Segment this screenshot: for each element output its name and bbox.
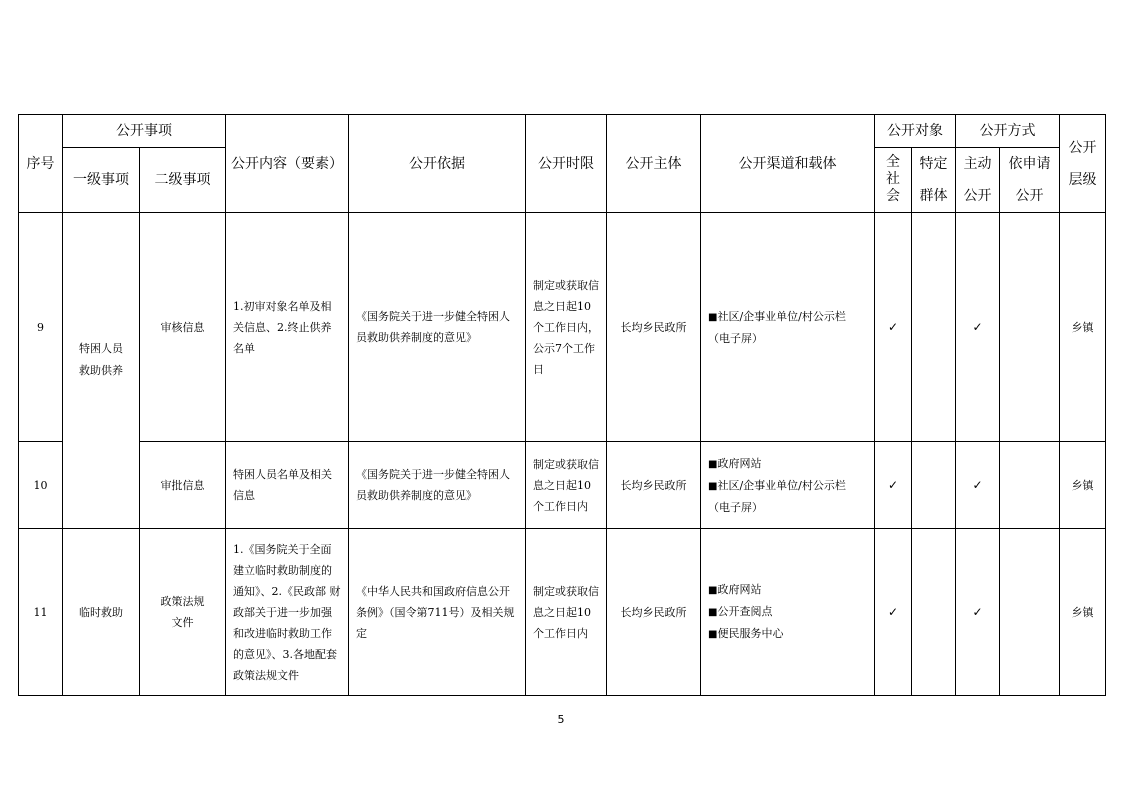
row-seq: 9 bbox=[19, 213, 63, 442]
channel-item bbox=[708, 623, 867, 645]
row-subject: 长均乡民政所 bbox=[607, 213, 701, 442]
bullet-square-icon: ■ bbox=[708, 629, 718, 640]
row-on-request bbox=[1000, 213, 1060, 442]
page-number: 5 bbox=[557, 713, 565, 726]
group-level1-2: 临时救助 bbox=[63, 529, 140, 696]
row-active: ✓ bbox=[956, 529, 1000, 696]
group-level1 bbox=[63, 213, 140, 529]
row-time-limit: 制定或获取信息之日起10个工作日内，公示7个工作日 bbox=[526, 213, 607, 442]
row-level: 乡镇 bbox=[1060, 442, 1106, 529]
channel-list bbox=[708, 453, 867, 518]
row-basis: 《国务院关于进一步健全特困人员救助供养制度的意见》 bbox=[349, 213, 526, 442]
header-method-active-text: 主动公开 bbox=[963, 156, 992, 204]
row-level2: 审批信息 bbox=[140, 442, 226, 529]
header-level bbox=[1060, 115, 1106, 213]
row-level2-text: 政策法规文件 bbox=[160, 595, 205, 629]
row-specific bbox=[912, 213, 956, 442]
bullet-square-icon: ■ bbox=[708, 311, 718, 323]
row-active: ✓ bbox=[956, 213, 1000, 442]
row-all-society: ✓ bbox=[875, 529, 912, 696]
channel-text: 社区/企事业单位/村公示栏（电子屏） bbox=[708, 478, 846, 514]
table-row bbox=[19, 213, 1106, 442]
row-specific bbox=[912, 529, 956, 696]
header-target-specific bbox=[912, 148, 956, 213]
channel-item bbox=[708, 306, 867, 349]
header-matter-group: 公开事项 bbox=[63, 115, 226, 148]
bullet-square-icon: ■ bbox=[708, 458, 718, 470]
channel-text: 社区/企事业单位/村公示栏（电子屏） bbox=[708, 309, 846, 345]
channel-text: 便民服务中心 bbox=[717, 627, 784, 640]
row-seq: 10 bbox=[19, 442, 63, 529]
channel-text: 政府网站 bbox=[717, 456, 762, 470]
group-level1-text: 特困人员救助供养 bbox=[79, 341, 123, 377]
row-on-request bbox=[1000, 529, 1060, 696]
bullet-square-icon: ■ bbox=[708, 607, 718, 618]
channel-text: 公开查阅点 bbox=[717, 605, 773, 618]
row-subject: 长均乡民政所 bbox=[607, 529, 701, 696]
row-channels bbox=[701, 529, 875, 696]
row-subject: 长均乡民政所 bbox=[607, 442, 701, 529]
row-level: 乡镇 bbox=[1060, 529, 1106, 696]
row-on-request bbox=[1000, 442, 1060, 529]
header-level-text: 公开层级 bbox=[1068, 139, 1097, 188]
channel-text: 政府网站 bbox=[717, 583, 762, 596]
channel-item bbox=[708, 579, 867, 601]
header-content: 公开内容（要素） bbox=[226, 115, 349, 213]
channel-item bbox=[708, 475, 867, 518]
row-all-society: ✓ bbox=[875, 213, 912, 442]
header-row-1 bbox=[19, 115, 1106, 148]
row-level2 bbox=[140, 529, 226, 696]
row-channels bbox=[701, 442, 875, 529]
row-content: 特困人员名单及相关信息 bbox=[226, 442, 349, 529]
header-channel: 公开渠道和载体 bbox=[701, 115, 875, 213]
header-target-specific-text: 特定群体 bbox=[919, 156, 948, 204]
row-channels bbox=[701, 213, 875, 442]
header-target-group: 公开对象 bbox=[875, 115, 956, 148]
channel-item bbox=[708, 601, 867, 623]
row-time-limit: 制定或获取信息之日起10个工作日内 bbox=[526, 529, 607, 696]
header-method-active bbox=[956, 148, 1000, 213]
header-subject: 公开主体 bbox=[607, 115, 701, 213]
header-level1: 一级事项 bbox=[63, 148, 140, 213]
header-method-request bbox=[1000, 148, 1060, 213]
row-specific bbox=[912, 442, 956, 529]
table-row bbox=[19, 529, 1106, 696]
row-active: ✓ bbox=[956, 442, 1000, 529]
channel-list bbox=[708, 306, 867, 349]
header-basis: 公开依据 bbox=[349, 115, 526, 213]
header-method-request-text: 依申请公开 bbox=[1008, 156, 1051, 204]
row-basis: 《国务院关于进一步健全特困人员救助供养制度的意见》 bbox=[349, 442, 526, 529]
channel-item bbox=[708, 453, 867, 475]
header-method-group: 公开方式 bbox=[956, 115, 1060, 148]
row-time-limit: 制定或获取信息之日起10个工作日内 bbox=[526, 442, 607, 529]
row-level: 乡镇 bbox=[1060, 213, 1106, 442]
row-seq: 11 bbox=[19, 529, 63, 696]
header-target-all bbox=[875, 148, 912, 213]
header-time-limit: 公开时限 bbox=[526, 115, 607, 213]
header-seq: 序号 bbox=[19, 115, 63, 213]
header-level2: 二级事项 bbox=[140, 148, 226, 213]
header-target-all-text: 全社会 bbox=[886, 154, 900, 204]
channel-list bbox=[708, 579, 867, 645]
row-level2: 审核信息 bbox=[140, 213, 226, 442]
row-basis: 《中华人民共和国政府信息公开条例》（国令第711号）及相关规定 bbox=[349, 529, 526, 696]
bullet-square-icon: ■ bbox=[708, 585, 718, 596]
row-content: 1.初审对象名单及相关信息、2.终止供养名单 bbox=[226, 213, 349, 442]
row-content: 1.《国务院关于全面建立临时救助制度的通知》、2.《民政部 财政部关于进一步加强和改进临时救助工作的意见》、3.各地配套政策法规文件 bbox=[226, 529, 349, 696]
disclosure-table bbox=[18, 114, 1106, 696]
table-row bbox=[19, 442, 1106, 529]
bullet-square-icon: ■ bbox=[708, 480, 718, 492]
row-all-society: ✓ bbox=[875, 442, 912, 529]
